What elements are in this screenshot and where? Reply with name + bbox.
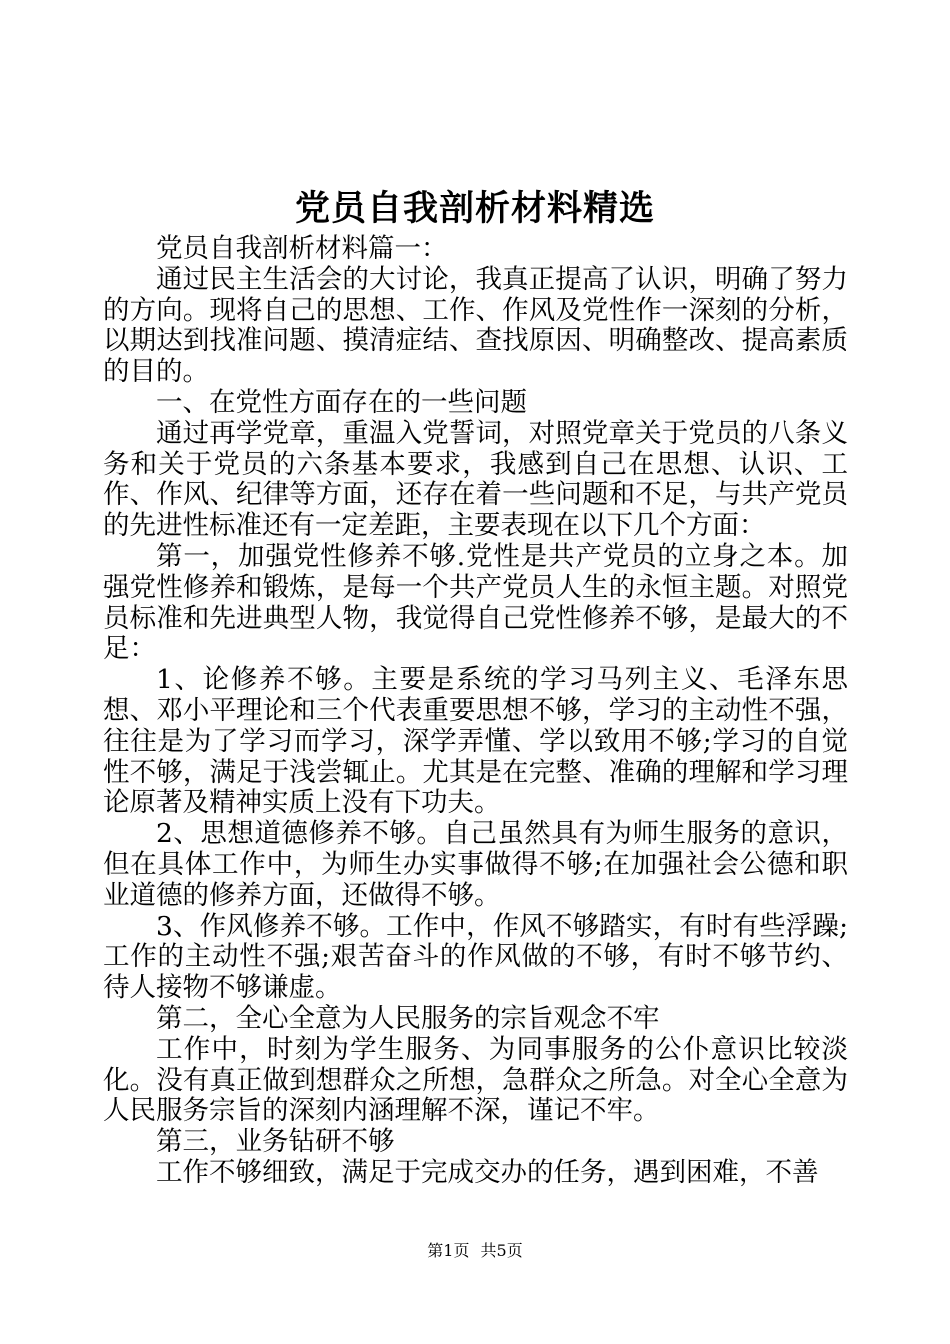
paragraph: 第一，加强党性修养不够.党性是共产党员的立身之本。加强党性修养和锻炼，是每一个共产党员人生的永恒主题。对照党员标准和先进典型人物，我觉得自己党性修养不够，是最大的不足： <box>103 540 848 665</box>
document-body <box>103 234 848 1189</box>
paragraph: 工作中，时刻为学生服务、为同事服务的公仆意识比较淡化。没有真正做到想群众之所想，急群众之所急。对全心全意为人民服务宗旨的深刻内涵理解不深，谨记不牢。 <box>103 1033 848 1127</box>
section-heading: 第三，业务钻研不够 <box>156 1126 395 1158</box>
section-heading: 一、在党性方面存在的一些问题 <box>156 386 527 418</box>
page-total: 共5页 <box>480 1241 523 1260</box>
section-heading: 第二，全心全意为人民服务的宗旨观念不牢 <box>156 1002 660 1034</box>
document-title: 党员自我剖析材料精选 <box>294 188 655 229</box>
section-heading: 党员自我剖析材料篇一： <box>156 233 448 264</box>
paragraph: 工作不够细致，满足于完成交办的任务，遇到困难，不善 <box>156 1156 819 1188</box>
paragraph: 通过民主生活会的大讨论，我真正提高了认识，明确了努力的方向。现将自己的思想、工作、作风及党性作一深刻的分析，以期达到找准问题、摸清症结、查找原因、明确整改、提高素质的目的。 <box>103 263 848 388</box>
page-footer <box>0 1240 950 1262</box>
paragraph: 1、论修养不够。主要是系统的学习马列主义、毛泽东思想、邓小平理论和三个代表重要思想不够，学习的主动性不强，往往是为了学习而学习，深学弄懂、学以致用不够;学习的自觉性不够，满足于浅尝辄止。尤其是在完整、准确的理解和学习理论原著及精神实质上没有下功夫。 <box>103 664 848 819</box>
page-number: 第1页 <box>427 1241 470 1260</box>
paragraph: 3、作风修养不够。工作中，作风不够踏实，有时有些浮躁;工作的主动性不强;艰苦奋斗的作风做的不够，有时不够节约、待人接物不够谦虚。 <box>103 910 848 1004</box>
paragraph: 通过再学党章，重温入党誓词，对照党章关于党员的八条义务和关于党员的六条基本要求，我感到自己在思想、认识、工作、作风、纪律等方面，还存在着一些问题和不足，与共产党员的先进性标准还有一定差距，主要表现在以下几个方面： <box>103 417 848 542</box>
paragraph: 2、思想道德修养不够。自己虽然具有为师生服务的意识，但在具体工作中，为师生办实事做得不够;在加强社会公德和职业道德的修养方面，还做得不够。 <box>103 818 848 911</box>
